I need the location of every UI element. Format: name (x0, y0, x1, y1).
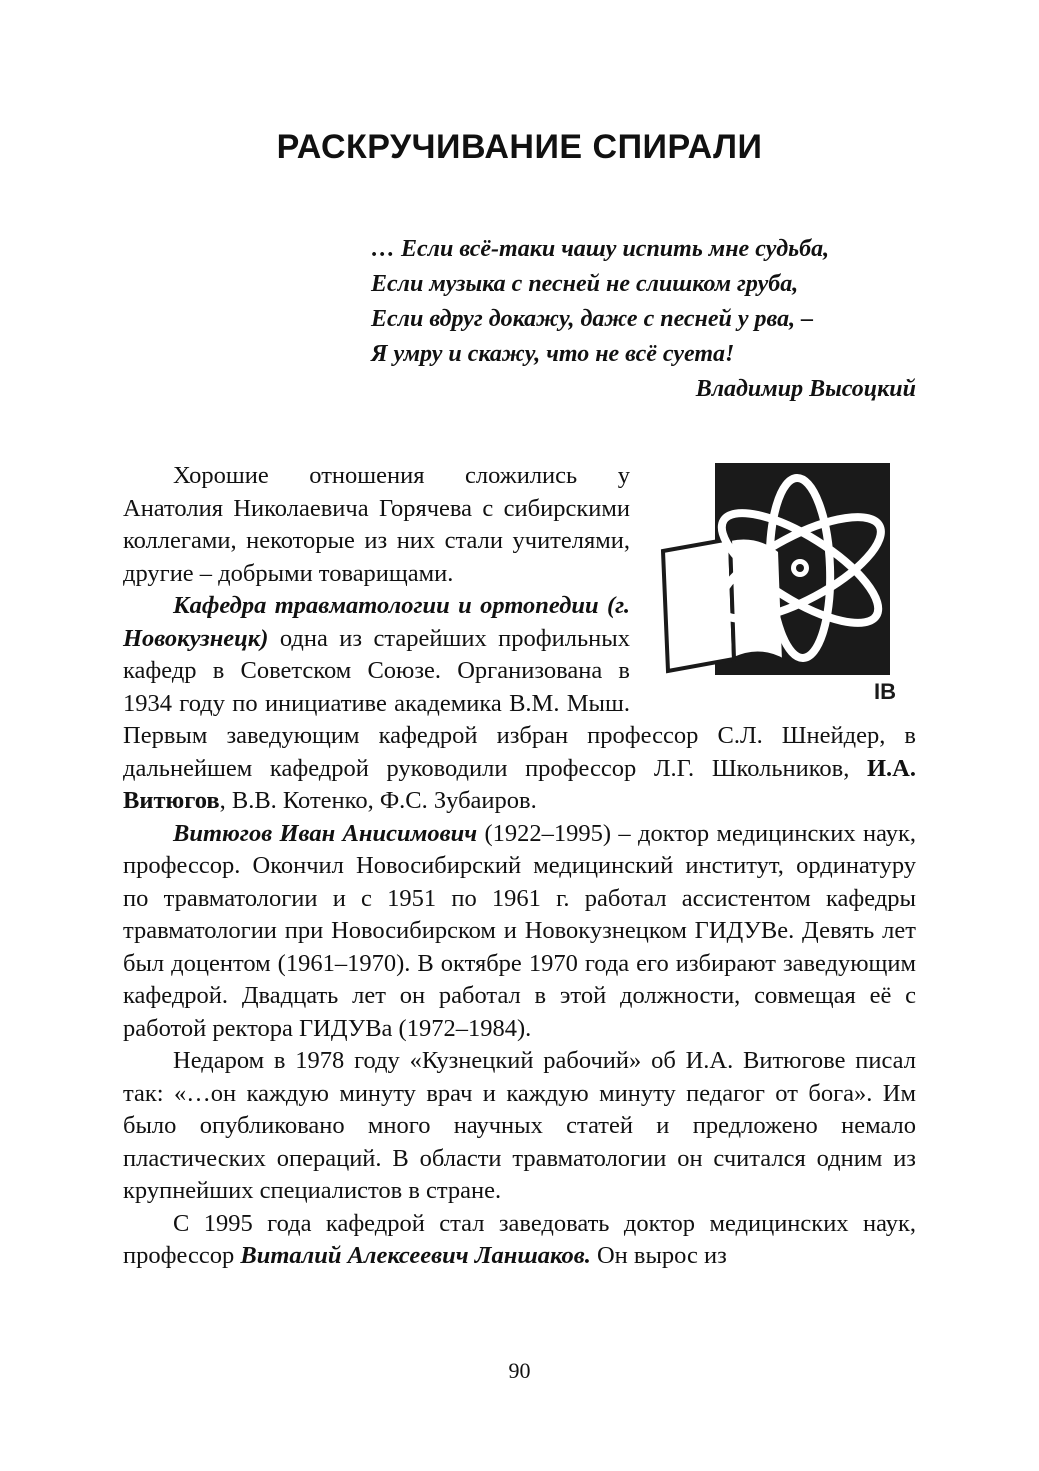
paragraph (123, 1045, 916, 1208)
paragraph-text: (1922–1995) – доктор медицинских наук, профессор. Окончил Новосибирский медицинский институт, ординатуру по травматологии и с 1951 по 1961 г. работал ассистентом кафедры травматологии при Новосибирском и Новокузнецком ГИДУВе. Девять лет был доцентом (1961–1970). В октябре 1970 года его избирают заведующим кафедрой. Двадцать лет он работал в этой должности, совмещая её с работой ректора ГИДУВа (1972–1984). (123, 819, 917, 1042)
paragraph (123, 818, 916, 1046)
illustration-float-space (644, 460, 916, 718)
epigraph-line: Если вдруг докажу, даже с песней у рва, – (371, 306, 814, 332)
epigraph-line: Если музыка с песней не слишком груба, (371, 271, 799, 297)
epigraph-author: Владимир Высоцкий (695, 376, 916, 402)
paragraph-text: С 1995 года кафедрой стал заведовать доктор медицинских наук, профессор (123, 1209, 916, 1269)
epigraph-line: Я умру и скажу, что не всё суета! (371, 341, 735, 367)
monogram-text: IB (874, 679, 896, 704)
person-name: И.А. Витюгов (123, 754, 916, 814)
paragraph-text: Недаром в 1978 году «Кузнецкий рабочий» об И.А. Витюгове писал так: «…он каждую минуту врач и каждую минуту педагог от бога». Им было опубликовано много научных статей и предложено немало пластических операций. В области травматологии он считался одним из крупнейших специалистов в стране. (123, 1047, 916, 1204)
paragraph-text: Хорошие отношения сложились у Анатолия Николаевича Горячева с сибирскими коллегами, некоторые из них стали учителями, другие – добрыми товарищами. (123, 462, 630, 587)
paragraph (123, 1208, 916, 1273)
paragraph-text: , В.В. Котенко, Ф.С. Зубаиров. (219, 787, 537, 814)
paragraph-text: одна из старейших профильных кафедр в Советском Союзе. Организована в 1934 году по инициативе академика В.М. Мыш. Первым заведующим кафедрой избран профессор С.Л. Шнейдер, в дальнейшем кафедрой руководили профессор Л.Г. Школьников, (123, 624, 916, 782)
epigraph (371, 232, 916, 407)
paragraph-text: Он вырос из (590, 1242, 727, 1269)
page-number: 90 (508, 1358, 531, 1383)
main-text (123, 460, 916, 1273)
epigraph-line: … Если всё-таки чашу испить мне судьба, (371, 236, 830, 262)
department-name: Кафедра травматологии и ортопедии (г. Новокузнецк) (123, 592, 630, 652)
chapter-title: РАСКРУЧИВАНИЕ СПИРАЛИ (276, 128, 763, 166)
person-name: Витюгов Иван Анисимович (173, 819, 478, 847)
person-name: Виталий Алексеевич Ланшаков. (240, 1242, 591, 1269)
